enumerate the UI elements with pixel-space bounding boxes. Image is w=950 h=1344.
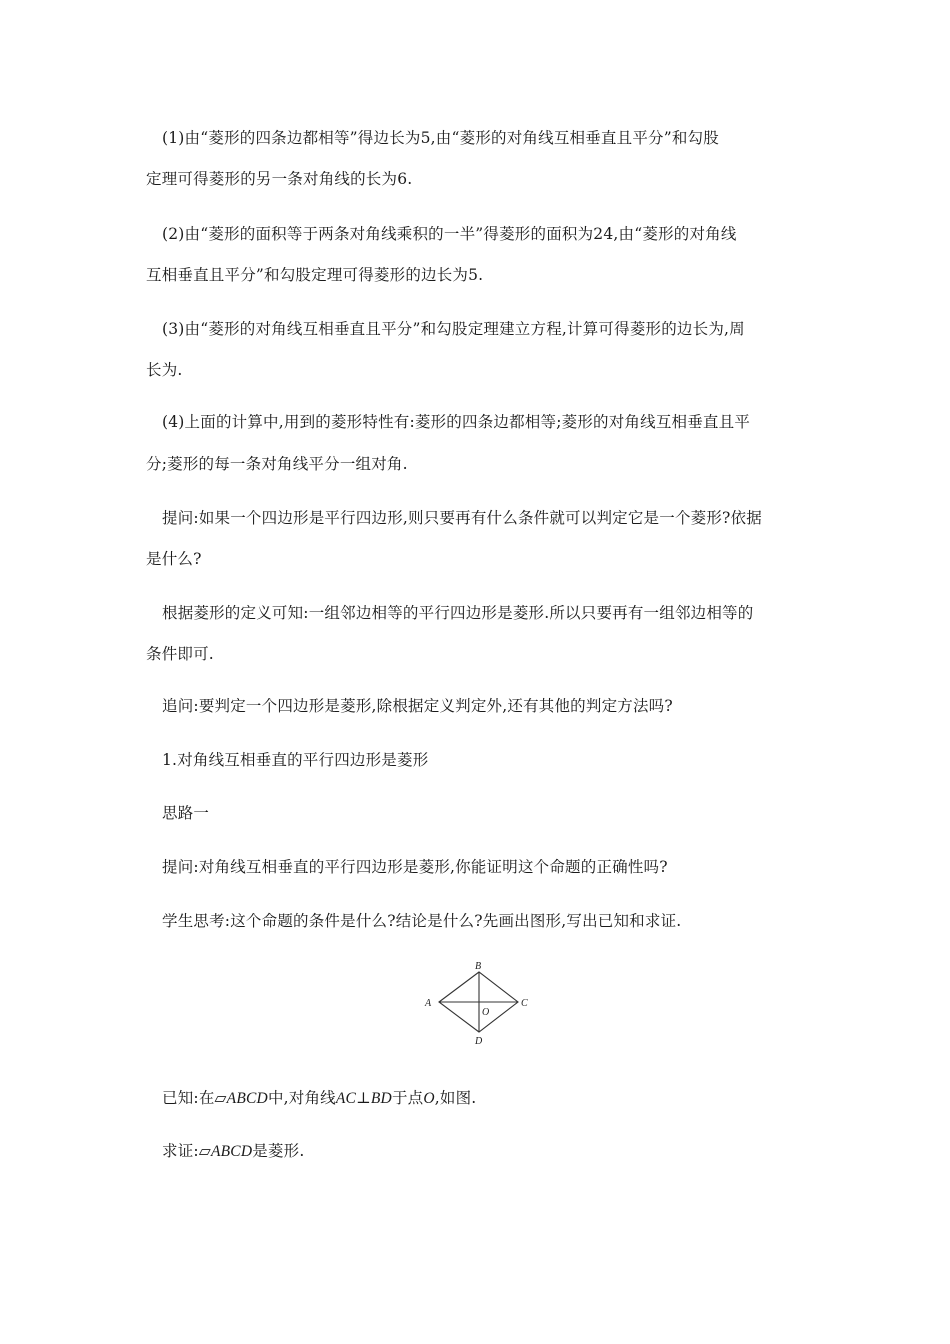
- paragraph-4-line-2: 分;菱形的每一条对角线平分一组对角.: [146, 455, 408, 473]
- given-suffix: ,如图.: [434, 1089, 477, 1107]
- paragraph-7: 追问:要判定一个四边形是菱形,除根据定义判定外,还有其他的判定方法吗?: [162, 697, 673, 715]
- given-mid: 中,对角线: [267, 1089, 336, 1107]
- paragraph-1-line-1: (1)由“菱形的四条边都相等”得边长为5,由“菱形的对角线互相垂直且平分”和勾股: [162, 129, 719, 147]
- prove-prefix: 求证:: [162, 1142, 199, 1160]
- label-d: D: [475, 1036, 483, 1047]
- paragraph-1-line-2: 定理可得菱形的另一条对角线的长为6.: [146, 170, 413, 188]
- perpendicular-symbol: ⊥: [356, 1089, 371, 1107]
- paragraph-6-line-2: 条件即可.: [146, 645, 214, 663]
- diagonal-ac-text: AC: [335, 1090, 357, 1107]
- rhombus-figure: [415, 958, 545, 1050]
- label-a: A: [425, 998, 432, 1009]
- prove-statement: [162, 1141, 842, 1162]
- given-statement: [162, 1088, 842, 1109]
- paragraph-question: 提问:对角线互相垂直的平行四边形是菱形,你能证明这个命题的正确性吗?: [162, 858, 668, 876]
- label-b: B: [475, 961, 482, 972]
- prove-suffix: 是菱形.: [252, 1142, 305, 1160]
- point-o-text: O: [423, 1090, 435, 1107]
- paragraph-4-line-1: (4)上面的计算中,用到的菱形特性有:菱形的四条边都相等;菱形的对角线互相垂直且平: [162, 413, 751, 431]
- paragraph-5-line-1: 提问:如果一个四边形是平行四边形,则只要再有什么条件就可以判定它是一个菱形?依据: [162, 509, 762, 527]
- paragraph-2-line-1: (2)由“菱形的面积等于两条对角线乘积的一半”得菱形的面积为24,由“菱形的对角线: [162, 225, 737, 243]
- paragraph-student-thinking: 学生思考:这个命题的条件是什么?结论是什么?先画出图形,写出已知和求证.: [162, 912, 682, 930]
- paragraph-3-line-1: (3)由“菱形的对角线互相垂直且平分”和勾股定理建立方程,计算可得菱形的边长为,周: [162, 320, 745, 338]
- paragraph-6-line-1: 根据菱形的定义可知:一组邻边相等的平行四边形是菱形.所以只要再有一组邻边相等的: [162, 604, 754, 622]
- parallelogram-symbol: ▱: [214, 1089, 227, 1107]
- diagonal-bd-text: BD: [370, 1090, 392, 1107]
- paragraph-2-line-2: 互相垂直且平分”和勾股定理可得菱形的边长为5.: [146, 266, 484, 284]
- label-o: O: [482, 1007, 490, 1018]
- section-heading: 1.对角线互相垂直的平行四边形是菱形: [162, 751, 429, 769]
- label-c: C: [521, 998, 528, 1009]
- given-prefix: 已知:在: [162, 1089, 215, 1107]
- quad-name: ABCD: [210, 1143, 253, 1160]
- paragraph-3-line-2: 长为.: [146, 361, 183, 379]
- quad-name: ABCD: [226, 1090, 268, 1107]
- paragraph-5-line-2: 是什么?: [146, 550, 202, 568]
- parallelogram-symbol: ▱: [198, 1142, 211, 1160]
- given-at-point: 于点: [391, 1089, 424, 1107]
- approach-heading: 思路一: [162, 804, 210, 822]
